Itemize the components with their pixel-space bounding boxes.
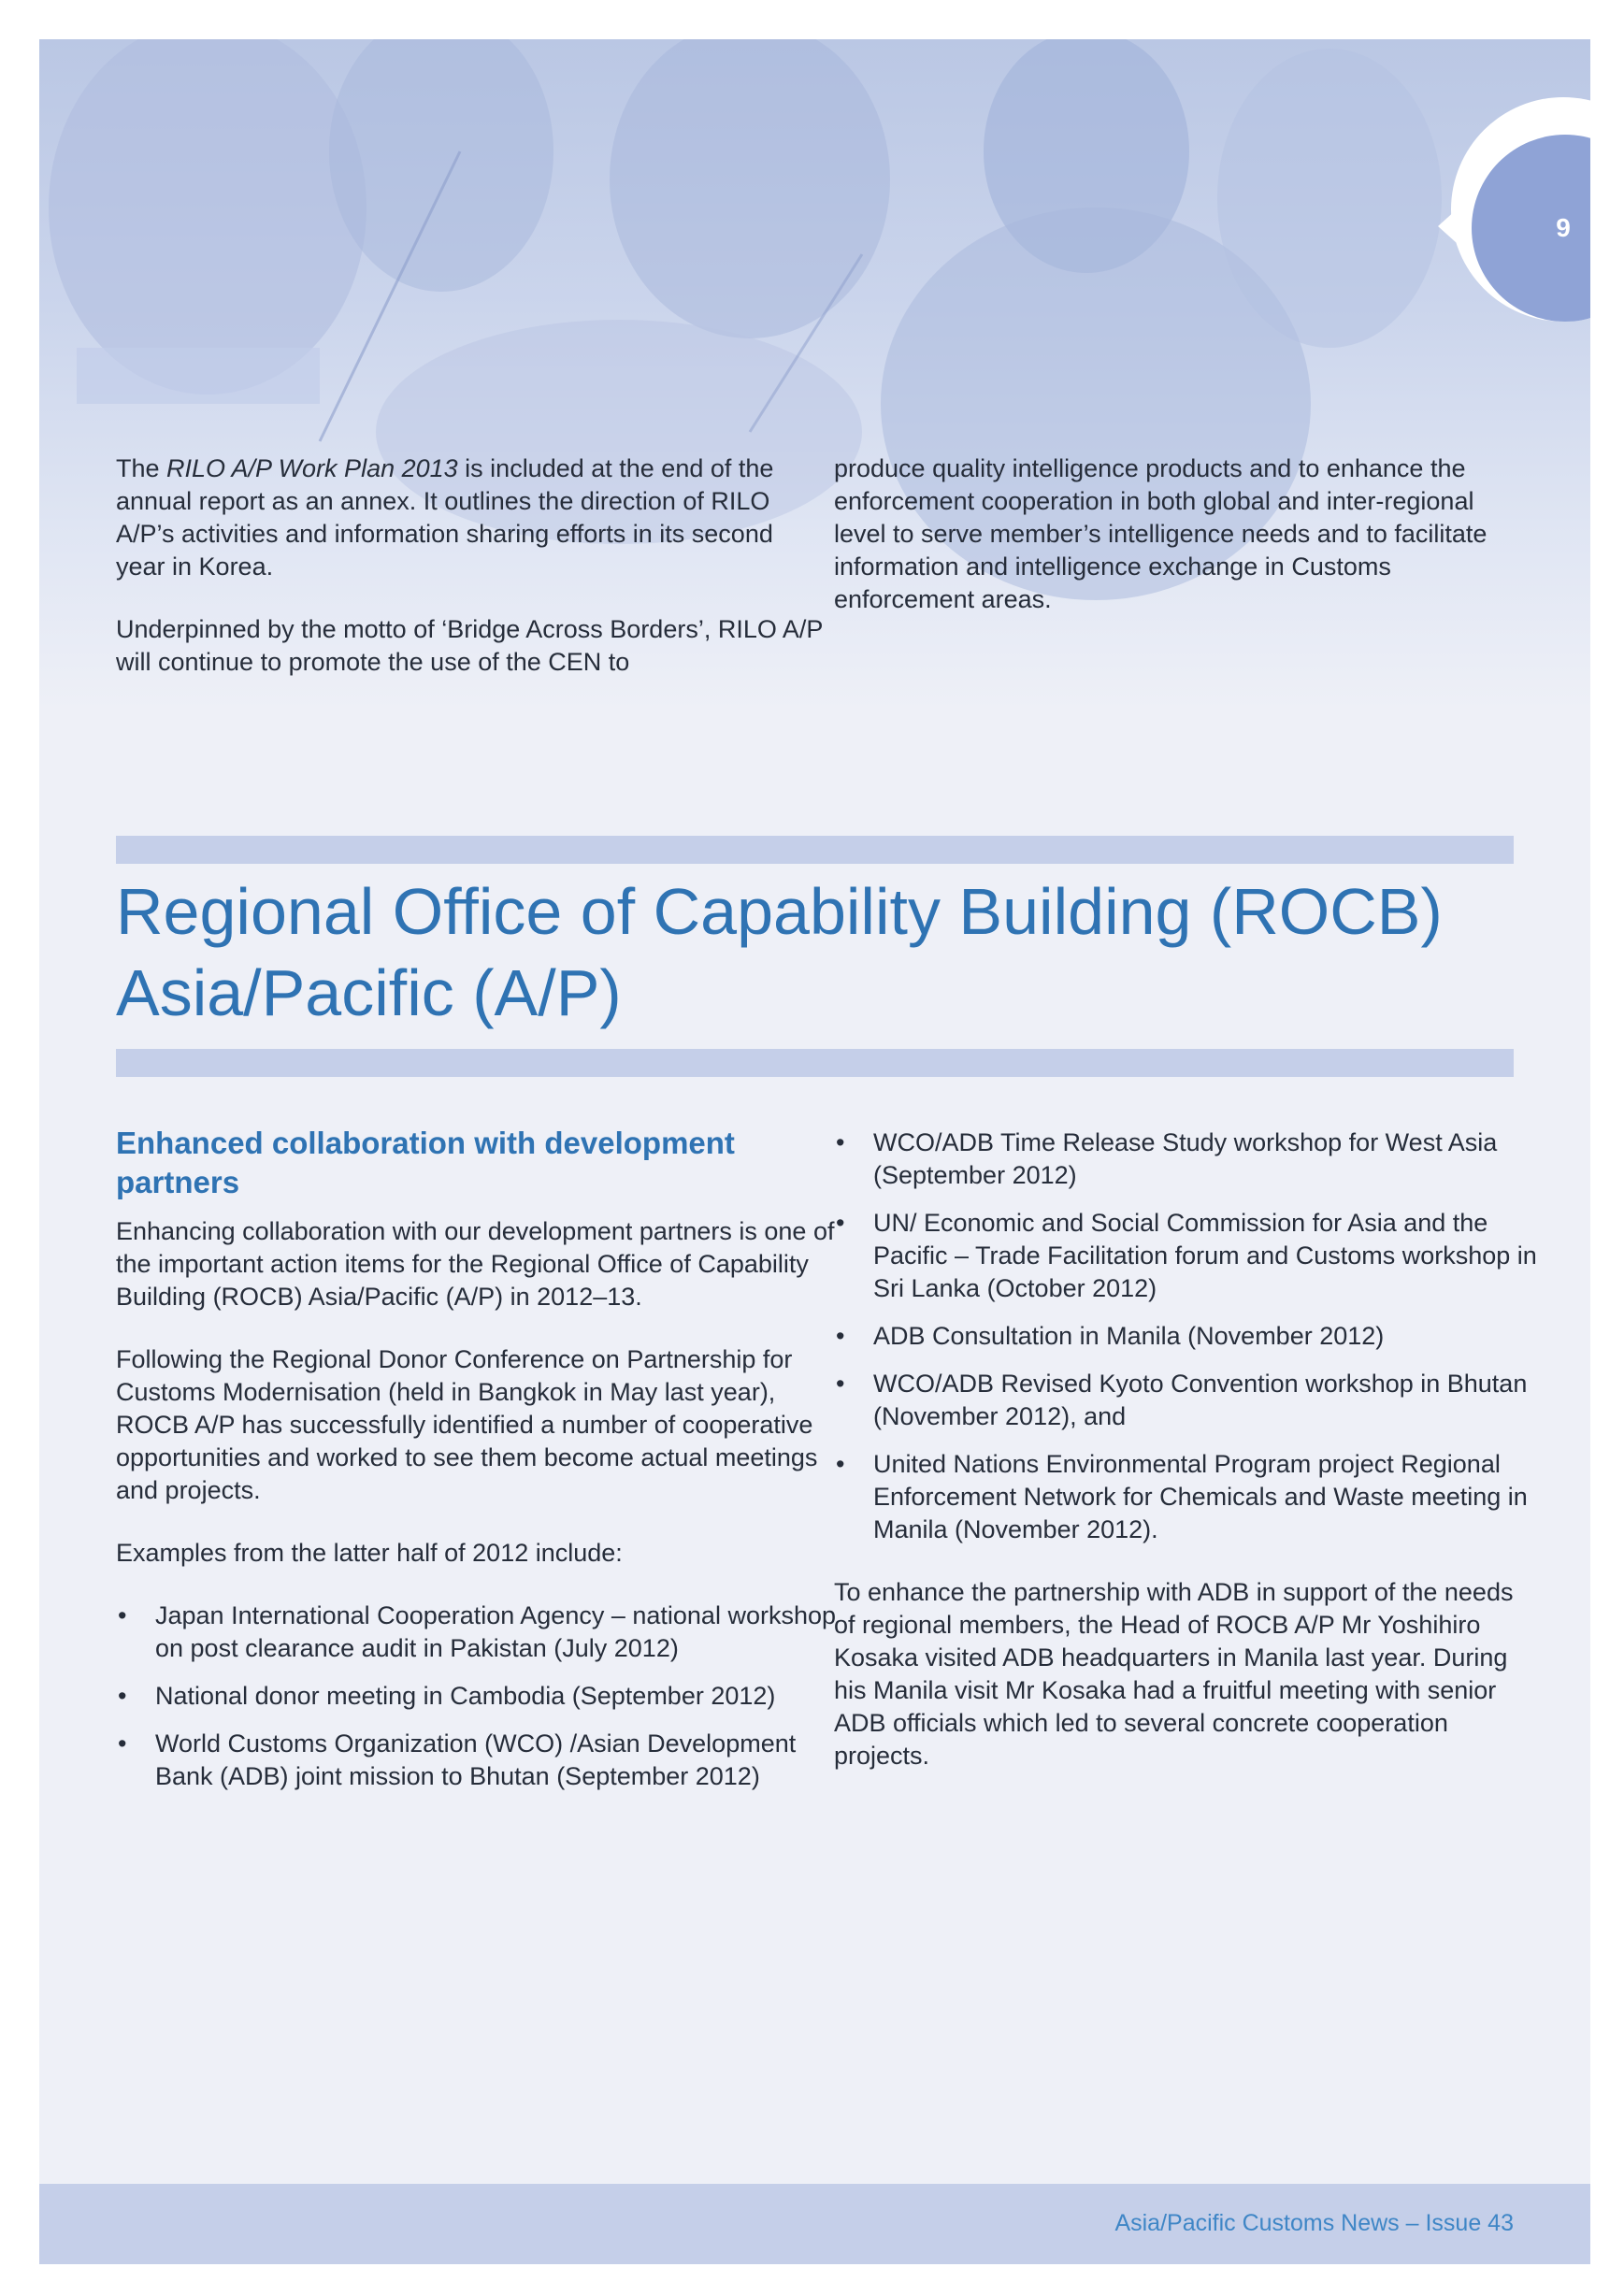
- body-column-left: [116, 1124, 836, 1823]
- body-paragraph-1: Enhancing collaboration with our development partners is one of the important action items for the Regional Office of Capability Building (ROCB) Asia/Pacific (A/P) in 2012–13.: [116, 1217, 835, 1311]
- intro-column-right: [834, 452, 1521, 646]
- list-item: • WCO/ADB Time Release Study workshop for West Asia (September 2012): [834, 1126, 1540, 1192]
- intro-paragraph-2: Underpinned by the motto of ‘Bridge Across Borders’, RILO A/P will continue to promote the use of the CEN to: [116, 615, 823, 676]
- footer-publication: Asia/Pacific Customs News – Issue 43: [1114, 2210, 1514, 2236]
- list-item: • World Customs Organization (WCO) /Asian Development Bank (ADB) joint mission to Bhutan (September 2012): [116, 1728, 836, 1793]
- intro-paragraph-3: produce quality intelligence products and to enhance the enforcement cooperation in both global and inter-regional level to serve member’s intelligence needs and to facilitate information and intelligence exchange in Customs enforcement areas.: [834, 454, 1487, 613]
- body-paragraph-2: Following the Regional Donor Conference on Partnership for Customs Modernisation (held in Bangkok in May last year), ROCB A/P has successfully identified a number of cooperative opportunities and worked to see them become actual meetings and projects.: [116, 1345, 818, 1504]
- list-item: • United Nations Environmental Program project Regional Enforcement Network for Chemicals and Waste meeting in Manila (November 2012).: [834, 1448, 1540, 1546]
- list-item: • Japan International Cooperation Agency – national workshop on post clearance audit in Pakistan (July 2012): [116, 1600, 836, 1665]
- section-title: Regional Office of Capability Building (ROCB) Asia/Pacific (A/P): [116, 875, 1443, 1029]
- bullet-list-right: [834, 1126, 1540, 1546]
- title-band-bottom: [116, 1049, 1514, 1077]
- list-item: • WCO/ADB Revised Kyoto Convention workshop in Bhutan (November 2012), and: [834, 1368, 1540, 1433]
- page: [39, 39, 1590, 2264]
- body-column-right: [834, 1126, 1540, 1802]
- body-paragraph-3: Examples from the latter half of 2012 include:: [116, 1539, 623, 1567]
- subheading: Enhanced collaboration with development partners: [116, 1126, 735, 1199]
- page-tab-pointer: [1438, 193, 1475, 260]
- list-item: • National donor meeting in Cambodia (September 2012): [116, 1680, 836, 1713]
- title-band-top: [116, 836, 1514, 864]
- intro-paragraph-1: The RILO A/P Work Plan 2013 is included at the end of the annual report as an annex. It outlines the direction of RILO A/P’s activities and information sharing efforts in its second year in Korea.: [116, 454, 774, 581]
- list-item: • ADB Consultation in Manila (November 2012): [834, 1320, 1540, 1353]
- work-plan-title: RILO A/P Work Plan 2013: [166, 454, 458, 482]
- page-number: 9: [1556, 213, 1571, 242]
- body-paragraph-4: To enhance the partnership with ADB in support of the needs of regional members, the Head of ROCB A/P Mr Yoshihiro Kosaka visited ADB headquarters in Manila last year. During his Manila visit Mr Kosaka had a fruitful meeting with senior ADB officials which led to several concrete cooperation projects.: [834, 1578, 1514, 1770]
- intro-column-left: [116, 452, 826, 709]
- bullet-list-left: [116, 1600, 836, 1793]
- list-item: • UN/ Economic and Social Commission for Asia and the Pacific – Trade Facilitation forum and Customs workshop in Sri Lanka (October 2012): [834, 1207, 1540, 1305]
